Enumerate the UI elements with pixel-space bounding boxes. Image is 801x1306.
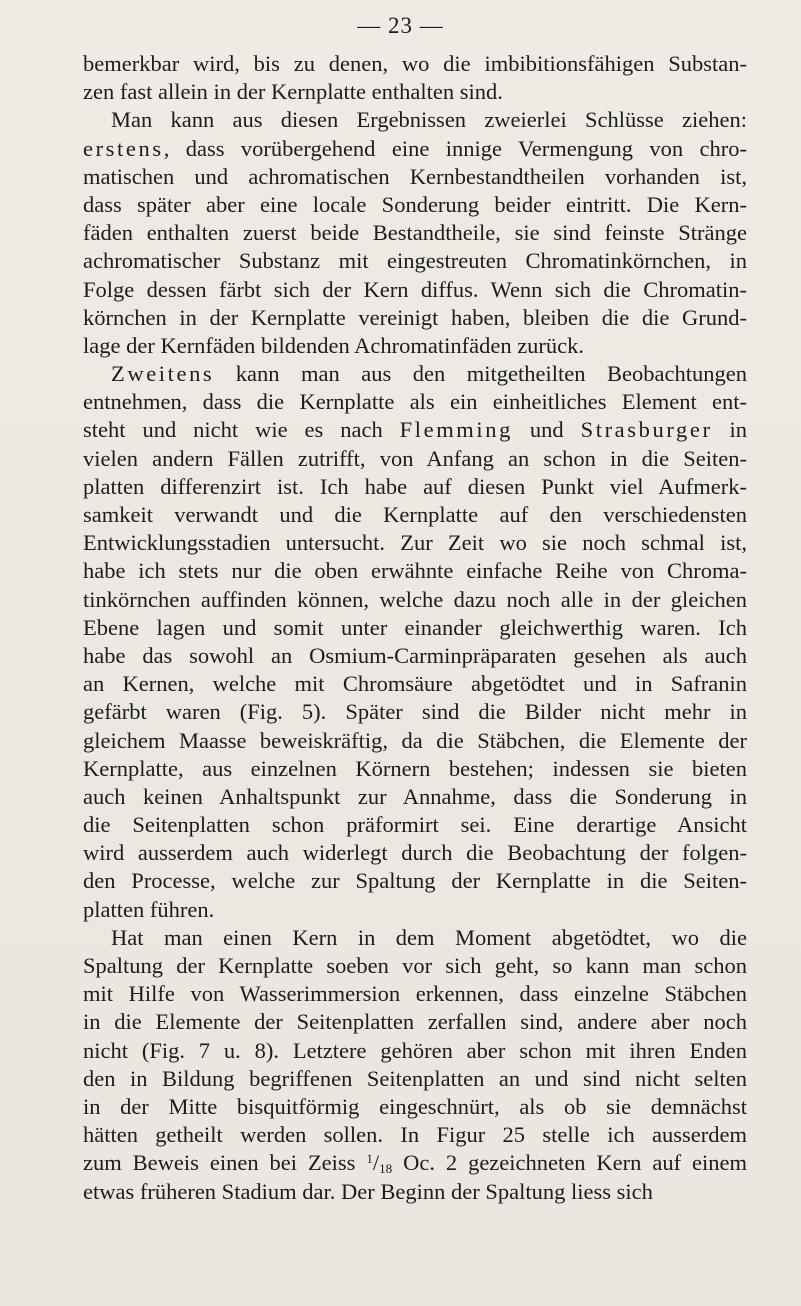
text-line [83,642,747,670]
text-segment: die Seitenplatten schon präformirt sei. Eine derartige Ansicht [83,812,747,838]
text-line [83,163,747,191]
text-segment: Spaltung der Kernplatte soeben vor sich geht, so kann man schon [83,953,747,978]
text-line [83,839,747,867]
text-segment: vielen andern Fällen zutrifft, von Anfang an schon in die Seiten- [83,445,747,471]
text-line [83,1065,747,1093]
text-segment: und [512,417,581,443]
text-line [83,445,747,473]
text-segment: entnehmen, dass die Kernplatte als ein einheitliches Element ent- [83,389,747,415]
text-segment: in der Mitte bisquitförmig eingeschnürt, als ob sie demnächst [83,1093,747,1119]
text-line [83,388,747,416]
text-segment: etwas früheren Stadium dar. Der Beginn der Spaltung liess sich [83,1178,653,1204]
text-line [83,304,747,332]
text-line [83,727,747,755]
text-line [83,614,747,642]
text-segment: , dass vorübergehend eine innige Vermengung von chro- [163,135,747,161]
text-segment: tinkörnchen auffinden können, welche dazu noch alle in der gleichen [83,586,747,612]
fraction-numerator: 1 [366,1151,373,1167]
text-segment: Man kann aus diesen Ergebnissen zweierlei Schlüsse ziehen: [111,107,747,133]
text-line [83,980,747,1008]
text-line [83,501,747,529]
text-segment: in [712,417,747,443]
text-segment: / [372,1150,380,1176]
text-segment: kann man aus den mitgetheilten Beobachtungen [214,361,747,387]
text-segment: Oc. 2 gezeichneten Kern auf einem [392,1150,747,1176]
text-segment: lage der Kernfäden bildenden Achromatinfäden zurück. [83,332,585,358]
body-text [83,50,747,1206]
text-segment: platten führen. [83,896,215,922]
text-line [83,360,747,388]
text-segment: mit Hilfe von Wasserimmersion erkennen, dass einzelne Stäbchen [83,981,747,1007]
text-line [83,1178,747,1206]
text-line [83,867,747,895]
text-segment: dass später aber eine locale Sonderung beider eintritt. Die Kern- [83,191,747,217]
text-line [83,1149,747,1177]
text-segment: fäden enthalten zuerst beide Bestandtheile, sie sind feinste Stränge [83,220,747,246]
text-line [83,896,747,924]
text-segment: zum Beweis einen bei Zeiss [83,1150,367,1176]
text-segment: achromatischer Substanz mit eingestreuten Chromatinkörnchen, in [83,248,747,274]
text-line [83,1008,747,1036]
text-line [83,50,747,78]
text-segment: körnchen in der Kernplatte vereinigt haben, bleiben die die Grund- [83,304,747,330]
text-segment: an Kernen, welche mit Chromsäure abgetödtet und in Safranin [83,671,747,697]
text-segment: den in Bildung begriffenen Seitenplatten an und sind nicht selten [83,1065,747,1091]
text-segment: bemerkbar wird, bis zu denen, wo die imbibitionsfähigen Substan- [83,51,747,76]
spaced-name: Strasburger [580,417,713,443]
text-line [83,811,747,839]
text-line [83,1093,747,1121]
text-line [83,670,747,698]
text-line [83,78,747,106]
text-segment: hätten getheilt werden sollen. In Figur 25 stelle ich ausserdem [83,1122,747,1148]
text-line [83,698,747,726]
text-segment: samkeit verwandt und die Kernplatte auf den verschiedensten [83,502,747,527]
text-segment: gefärbt waren (Fig. 5). Später sind die Bilder nicht mehr in [83,699,747,725]
text-segment: habe das sowohl an Osmium-Carminpräparaten gesehen als auch [83,642,747,668]
text-segment: wird ausserdem auch widerlegt durch die Beobachtung der folgen- [83,840,747,866]
text-segment: platten differenzirt ist. Ich habe auf diesen Punkt viel Aufmerk- [83,473,747,499]
text-segment: Folge dessen färbt sich der Kern diffus. Wenn sich die Chromatin- [83,276,747,302]
spaced-name: Flemming [399,417,513,443]
text-line [83,1121,747,1149]
text-segment: Kernplatte, aus einzelnen Körnern bestehen; indessen sie bieten [83,755,747,781]
text-line [83,276,747,304]
text-line [83,783,747,811]
text-segment: gleichem Maasse beweiskräftig, da die Stäbchen, die Elemente der [83,727,747,753]
spaced-name: Zweitens [111,361,215,387]
text-line [83,755,747,783]
text-line [83,135,747,163]
text-segment: den Processe, welche zur Spaltung der Kernplatte in die Seiten- [83,868,747,894]
text-line [83,191,747,219]
text-line [83,416,747,444]
fraction-denominator: 18 [379,1161,393,1177]
text-line [83,586,747,614]
text-segment: Entwicklungsstadien untersucht. Zur Zeit wo sie noch schmal ist, [83,530,747,556]
text-segment: habe ich stets nur die oben erwähnte einfache Reihe von Chroma- [83,558,747,584]
text-segment: matischen und achromatischen Kernbestandtheilen vorhanden ist, [83,163,747,189]
text-line [83,529,747,557]
text-segment: Ebene lagen und somit unter einander gleichwerthig waren. Ich [83,614,747,640]
text-segment: nicht (Fig. 7 u. 8). Letztere gehören aber schon mit ihren Enden [83,1037,747,1063]
page-number: — 23 — [357,13,444,38]
text-line [83,1037,747,1065]
text-line [83,557,747,585]
text-line [83,332,747,360]
text-line [83,473,747,501]
text-line [83,952,747,980]
text-segment: zen fast allein in der Kernplatte enthalten sind. [83,79,503,105]
text-line [83,247,747,275]
text-segment: steht und nicht wie es nach [83,417,400,443]
text-segment: in die Elemente der Seitenplatten zerfallen sind, andere aber noch [83,1009,747,1035]
spaced-name: erstens [83,135,164,161]
text-segment: auch keinen Anhaltspunkt zur Annahme, dass die Sonderung in [83,783,747,809]
text-line [83,219,747,247]
text-line [83,924,747,952]
text-segment: Hat man einen Kern in dem Moment abgetödtet, wo die [111,924,747,950]
text-line [83,106,747,134]
